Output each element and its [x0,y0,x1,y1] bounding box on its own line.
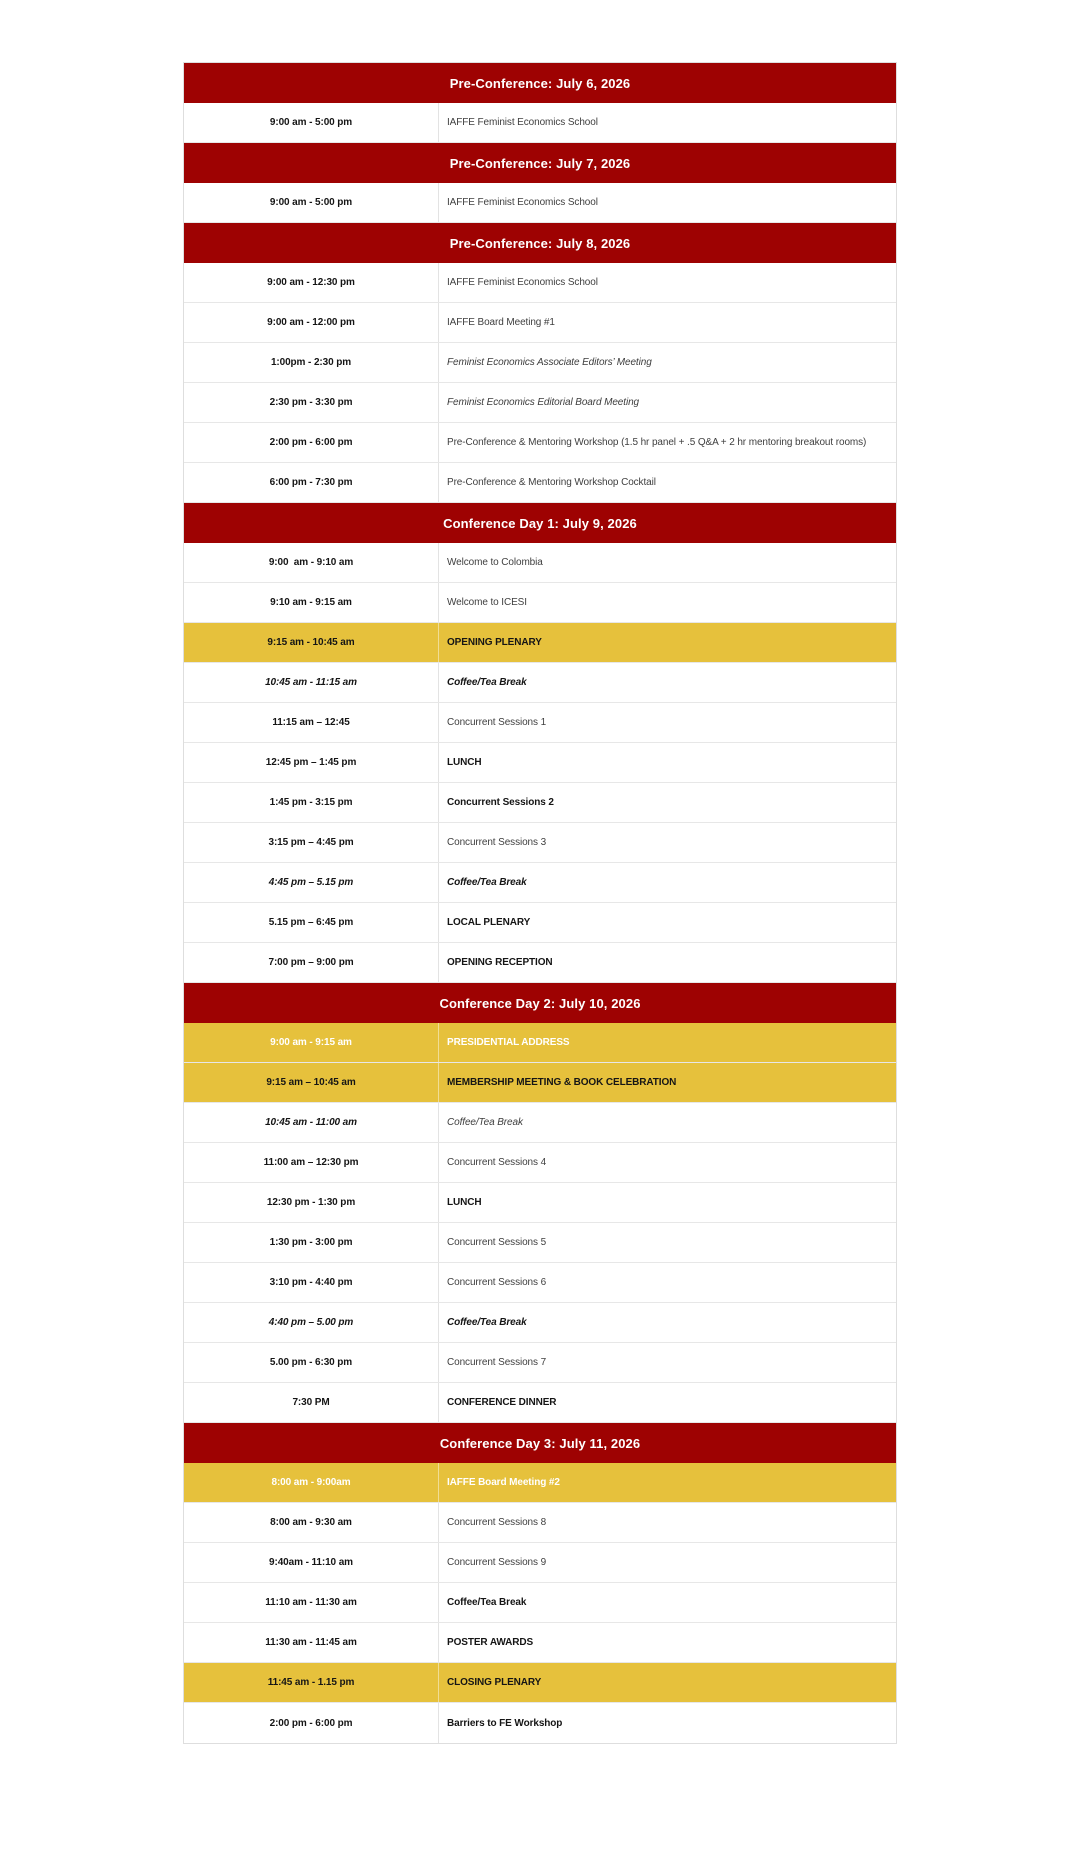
schedule-row [184,1703,896,1743]
schedule-row [184,1063,896,1103]
schedule-table [183,62,897,1744]
schedule-row [184,623,896,663]
day-header: Conference Day 3: July 11, 2026 [184,1423,896,1463]
schedule-row [184,1623,896,1663]
time-cell: 11:10 am - 11:30 am [184,1583,439,1622]
time-cell: 9:00 am - 12:00 pm [184,303,439,342]
time-cell: 3:15 pm – 4:45 pm [184,823,439,862]
time-cell: 5.00 pm - 6:30 pm [184,1343,439,1382]
time-cell: 10:45 am - 11:15 am [184,663,439,702]
schedule-row [184,583,896,623]
schedule-row [184,783,896,823]
event-cell: Concurrent Sessions 8 [447,1517,547,1528]
schedule-row [184,823,896,863]
event-cell: MEMBERSHIP MEETING & BOOK CELEBRATION [447,1077,677,1088]
time-cell: 2:00 pm - 6:00 pm [184,1703,439,1743]
time-cell: 2:00 pm - 6:00 pm [184,423,439,462]
event-cell: Concurrent Sessions 6 [447,1277,547,1288]
event-cell: Coffee/Tea Break [447,877,527,888]
event-cell: Welcome to Colombia [447,557,543,568]
schedule-row [184,1223,896,1263]
time-cell: 7:00 pm – 9:00 pm [184,943,439,982]
event-cell: CONFERENCE DINNER [447,1397,557,1408]
event-cell: Coffee/Tea Break [447,1317,527,1328]
time-cell: 9:00 am - 5:00 pm [184,103,439,142]
schedule-row [184,703,896,743]
day-header: Pre-Conference: July 6, 2026 [184,63,896,103]
time-cell: 6:00 pm - 7:30 pm [184,463,439,502]
event-cell: Feminist Economics Editorial Board Meeting [447,397,639,408]
event-cell: Concurrent Sessions 9 [447,1557,547,1568]
schedule-row [184,303,896,343]
time-cell: 1:00pm - 2:30 pm [184,343,439,382]
time-cell: 1:30 pm - 3:00 pm [184,1223,439,1262]
schedule-row [184,263,896,303]
time-cell: 10:45 am - 11:00 am [184,1103,439,1142]
schedule-row [184,343,896,383]
schedule-row [184,903,896,943]
event-cell: Concurrent Sessions 3 [447,837,547,848]
schedule-row [184,1183,896,1223]
schedule-row [184,103,896,143]
schedule-row [184,1583,896,1623]
schedule-row [184,863,896,903]
event-cell: CLOSING PLENARY [447,1677,542,1688]
time-cell: 3:10 pm - 4:40 pm [184,1263,439,1302]
schedule-row [184,1143,896,1183]
schedule-row [184,1503,896,1543]
time-cell: 9:15 am - 10:45 am [184,623,439,662]
event-cell: Pre-Conference & Mentoring Workshop Cocktail [447,477,656,488]
time-cell: 8:00 am - 9:00am [184,1463,439,1502]
time-cell: 12:30 pm - 1:30 pm [184,1183,439,1222]
time-cell: 9:10 am - 9:15 am [184,583,439,622]
time-cell: 9:00 am - 12:30 pm [184,263,439,302]
schedule-row [184,1263,896,1303]
schedule-row [184,1383,896,1423]
time-cell: 11:00 am – 12:30 pm [184,1143,439,1182]
event-cell: Pre-Conference & Mentoring Workshop (1.5 hr panel + .5 Q&A + 2 hr mentoring breakout rooms) [447,437,867,448]
event-cell: Barriers to FE Workshop [447,1717,563,1729]
event-cell: OPENING RECEPTION [447,957,553,968]
event-cell: IAFFE Board Meeting #1 [447,317,555,328]
event-cell: OPENING PLENARY [447,637,542,648]
time-cell: 8:00 am - 9:30 am [184,1503,439,1542]
time-cell: 11:30 am - 11:45 am [184,1623,439,1662]
time-cell: 11:45 am - 1.15 pm [184,1663,439,1702]
event-cell: POSTER AWARDS [447,1637,534,1648]
event-cell: LOCAL PLENARY [447,917,531,928]
event-cell: PRESIDENTIAL ADDRESS [447,1037,570,1048]
event-cell: Concurrent Sessions 2 [447,797,554,808]
event-cell: Coffee/Tea Break [447,1117,523,1128]
schedule-row [184,743,896,783]
event-cell: Coffee/Tea Break [447,677,527,688]
schedule-row [184,1103,896,1143]
event-cell: IAFFE Feminist Economics School [447,277,598,288]
day-header: Pre-Conference: July 8, 2026 [184,223,896,263]
schedule-row [184,1543,896,1583]
event-cell: LUNCH [447,1197,482,1208]
time-cell: 12:45 pm – 1:45 pm [184,743,439,782]
schedule-row [184,463,896,503]
event-cell: IAFFE Feminist Economics School [447,197,598,208]
event-cell: Feminist Economics Associate Editors’ Meeting [447,357,652,368]
schedule-row [184,383,896,423]
time-cell: 9:40am - 11:10 am [184,1543,439,1582]
event-cell: Concurrent Sessions 1 [447,717,547,728]
time-cell: 1:45 pm - 3:15 pm [184,783,439,822]
event-cell: IAFFE Board Meeting #2 [447,1477,560,1488]
schedule-row [184,943,896,983]
schedule-row [184,1303,896,1343]
time-cell: 5.15 pm – 6:45 pm [184,903,439,942]
time-cell: 2:30 pm - 3:30 pm [184,383,439,422]
time-cell: 4:40 pm – 5.00 pm [184,1303,439,1342]
schedule-row [184,543,896,583]
time-cell: 11:15 am – 12:45 [184,703,439,742]
schedule-row [184,1023,896,1063]
schedule-row [184,663,896,703]
event-cell: LUNCH [447,757,482,768]
schedule-row [184,1463,896,1503]
day-header: Pre-Conference: July 7, 2026 [184,143,896,183]
time-cell: 7:30 PM [184,1383,439,1422]
schedule-row [184,423,896,463]
time-cell: 9:00 am - 5:00 pm [184,183,439,222]
event-cell: Concurrent Sessions 5 [447,1237,547,1248]
schedule-row [184,1343,896,1383]
day-header: Conference Day 1: July 9, 2026 [184,503,896,543]
schedule-row [184,183,896,223]
event-cell: IAFFE Feminist Economics School [447,117,598,128]
time-cell: 9:15 am – 10:45 am [184,1063,439,1102]
event-cell: Concurrent Sessions 7 [447,1357,547,1368]
time-cell: 9:00 am - 9:10 am [184,543,439,582]
event-cell: Concurrent Sessions 4 [447,1157,547,1168]
event-cell: Coffee/Tea Break [447,1597,527,1608]
event-cell: Welcome to ICESI [447,597,527,608]
schedule-row [184,1663,896,1703]
day-header: Conference Day 2: July 10, 2026 [184,983,896,1023]
time-cell: 4:45 pm – 5.15 pm [184,863,439,902]
time-cell: 9:00 am - 9:15 am [184,1023,439,1062]
